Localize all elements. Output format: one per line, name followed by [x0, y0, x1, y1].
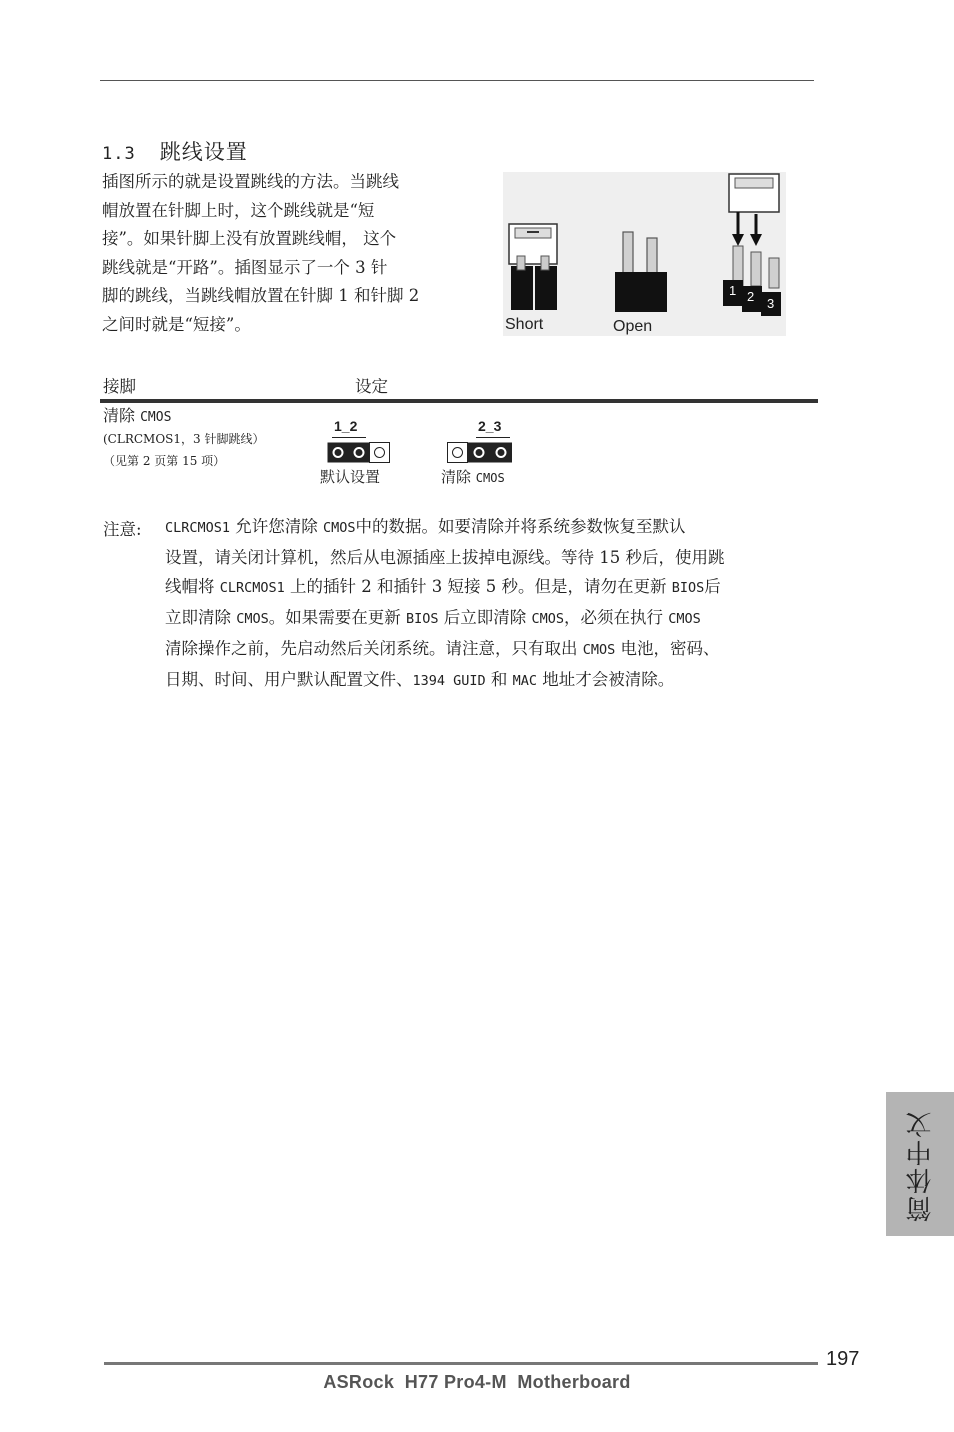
note-token: 线帽将	[165, 577, 215, 596]
jumper-name-mono: CMOS	[140, 410, 172, 425]
note-token: CLRCMOS1	[165, 520, 231, 536]
section-title-text: 跳线设置	[159, 140, 248, 164]
jumper-illustration	[503, 172, 786, 336]
pin-block-default	[327, 442, 389, 462]
note-line	[165, 665, 820, 696]
jumper-name	[103, 403, 171, 426]
note-token: 后立即清除	[443, 608, 527, 627]
pins-underline	[476, 437, 510, 438]
table-header-pin: 接脚	[103, 377, 136, 396]
setting-clear-cmos	[441, 418, 524, 488]
footer-title: ASRock H77 Pro4-M Motherboard	[323, 1372, 631, 1392]
setting-clear-label-cn: 清除	[441, 468, 472, 486]
note-token: 允许您清除	[235, 517, 318, 536]
intro-line: 脚的跳线，当跳线帽放置在针脚 1 和针脚 2	[102, 286, 420, 305]
bottom-rule	[104, 1362, 818, 1365]
note-token: 后	[704, 577, 721, 596]
jumper-diagram	[503, 172, 786, 336]
setting-default	[322, 418, 392, 488]
note-token: 清除操作之前，先启动然后关闭系统。请注意，只有取出	[165, 639, 578, 658]
note-token: 。如果需要在更新	[268, 608, 401, 627]
note-line: 设置，请关闭计算机，然后从电源插座上拔掉电源线。等待 15 秒后，使用跳	[165, 548, 725, 567]
language-side-tab	[886, 1092, 954, 1236]
setting-default-label: 默认设置	[320, 468, 381, 486]
note-token: 和	[490, 670, 508, 689]
intro-paragraph	[102, 168, 464, 339]
note-label: 注意:	[103, 520, 142, 539]
intro-line: 插图所示的就是设置跳线的方法。当跳线	[102, 172, 399, 191]
top-rule	[100, 80, 814, 81]
section-number: 1.3	[102, 144, 136, 164]
setting-clear-label	[441, 466, 505, 487]
note-token: BIOS	[671, 580, 705, 596]
table-header-rule	[100, 399, 818, 403]
intro-line: 之间时就是“短接”。	[102, 314, 251, 334]
short-label: Short	[505, 316, 544, 333]
note-token: MAC	[512, 673, 538, 689]
jumper-reference: （见第 2 页第 15 项）	[103, 454, 226, 468]
open-label: Open	[613, 318, 653, 335]
note-token: 上的插针 2 和插针 3 短接 5 秒。但是，请勿在更新	[290, 577, 667, 596]
note-token: CMOS	[582, 642, 616, 658]
short-jumper-graphic	[509, 224, 557, 310]
language-side-tab-text: 简体中文	[906, 1110, 936, 1222]
intro-line: 帽放置在针脚上时，这个跳线就是“短	[102, 200, 375, 220]
note-token: CLRCMOS1	[219, 580, 285, 596]
intro-line: 跳线就是“开路”。插图显示了一个 3 针	[102, 257, 388, 277]
pin-2-label: 2	[747, 289, 755, 304]
page-number: 197	[826, 1348, 860, 1370]
jumper-subtitle: (CLRCMOS1，3 针脚跳线）	[103, 432, 265, 446]
note-token: 立即清除	[165, 608, 231, 627]
note-paragraph	[165, 512, 820, 696]
note-token: CMOS	[236, 611, 269, 627]
open-jumper-graphic	[615, 232, 667, 312]
note-token: CMOS	[323, 520, 356, 536]
note-line	[165, 634, 820, 665]
note-token: 1394 GUID	[412, 673, 486, 689]
setting-clear-pins: 2_3	[478, 418, 502, 434]
pin-block-clear	[447, 442, 513, 462]
pin-1-label: 1	[729, 283, 737, 298]
note-line	[165, 603, 820, 634]
section-title	[102, 136, 248, 166]
note-token: CMOS	[668, 611, 701, 627]
table-header-setting: 设定	[355, 377, 388, 396]
note-token: 地址才会被清除。	[542, 670, 675, 689]
setting-clear-label-mono: CMOS	[475, 471, 505, 485]
note-token: 日期、时间、用户默认配置文件、	[165, 670, 413, 689]
note-token: ，必须在执行	[564, 608, 664, 627]
note-token: 中的数据。如要清除并将系统参数恢复至默认	[355, 517, 686, 536]
jumper-name-cn: 清除	[103, 406, 136, 425]
pins-underline	[332, 437, 366, 438]
intro-line: 接”。如果针脚上没有放置跳线帽， 这个	[102, 229, 397, 248]
note-token: BIOS	[406, 611, 439, 627]
note-line	[165, 572, 820, 603]
pin-3-label: 3	[767, 296, 775, 311]
note-line	[165, 512, 820, 543]
setting-default-pins: 1_2	[334, 418, 358, 434]
note-token: 电池，密码、	[620, 639, 720, 658]
note-token: CMOS	[531, 611, 565, 627]
